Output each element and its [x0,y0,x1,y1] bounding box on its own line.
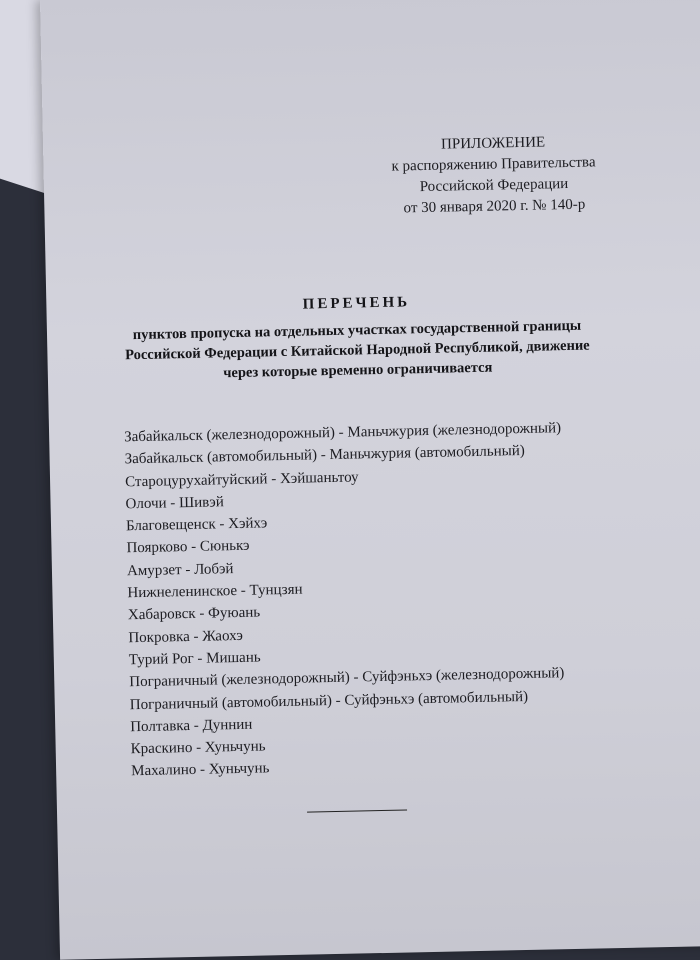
appendix-heading: ПРИЛОЖЕНИЕ [440,134,546,153]
list-item: Забайкальск (железнодорожный) - Маньчжурия (железнодорожный) [124,420,562,446]
subtitle-line: через которые временно ограничивается [223,359,493,382]
list-item: Староцурухайтуйский - Хэйшаньтоу [124,469,359,490]
list-item: Покровка - Жаохэ [128,627,244,646]
appendix-line-1: к распоряжению Правительства [391,154,596,175]
list-item: Нижнеленинское - Тунцзян [127,581,303,602]
appendix-line-2: Российской Федерации [419,175,569,196]
appendix-block [383,131,605,220]
list-item: Хабаровск - Фуюань [127,604,261,624]
list-item: Забайкальск (автомобильный) - Маньчжурия (автомобильный) [124,443,525,468]
list-item: Благовещенск - Хэйхэ [125,515,268,535]
separator-line [307,809,407,812]
document-title: ПЕРЕЧЕНЬ [302,294,411,313]
list-item: Краскино - Хуньчунь [130,738,266,758]
list-item: Махалино - Хуньчунь [131,760,270,780]
appendix-line-3: от 30 января 2020 г. № 140-р [403,196,586,217]
list-item: Пограничный (железнодорожный) - Суйфэньхэ (железнодорожный) [129,665,565,691]
document-page [40,0,700,960]
list-item: Турий Рог - Мишань [128,649,261,669]
subtitle-line: Российской Федерации с Китайской Народной Республикой, движение [124,337,590,364]
list-item: Амурзет - Лобэй [126,560,234,580]
list-item: Полтавка - Дуннин [130,716,253,736]
checkpoint-list [124,417,568,783]
list-item: Поярково - Сюнькэ [126,538,250,557]
subtitle-line: пунктов пропуска на отдельных участках государственной границы [132,317,582,344]
list-item: Олочи - Шивэй [125,494,224,513]
list-item: Пограничный (автомобильный) - Суйфэньхэ (автомобильный) [129,688,529,713]
document-subtitle [67,314,648,386]
